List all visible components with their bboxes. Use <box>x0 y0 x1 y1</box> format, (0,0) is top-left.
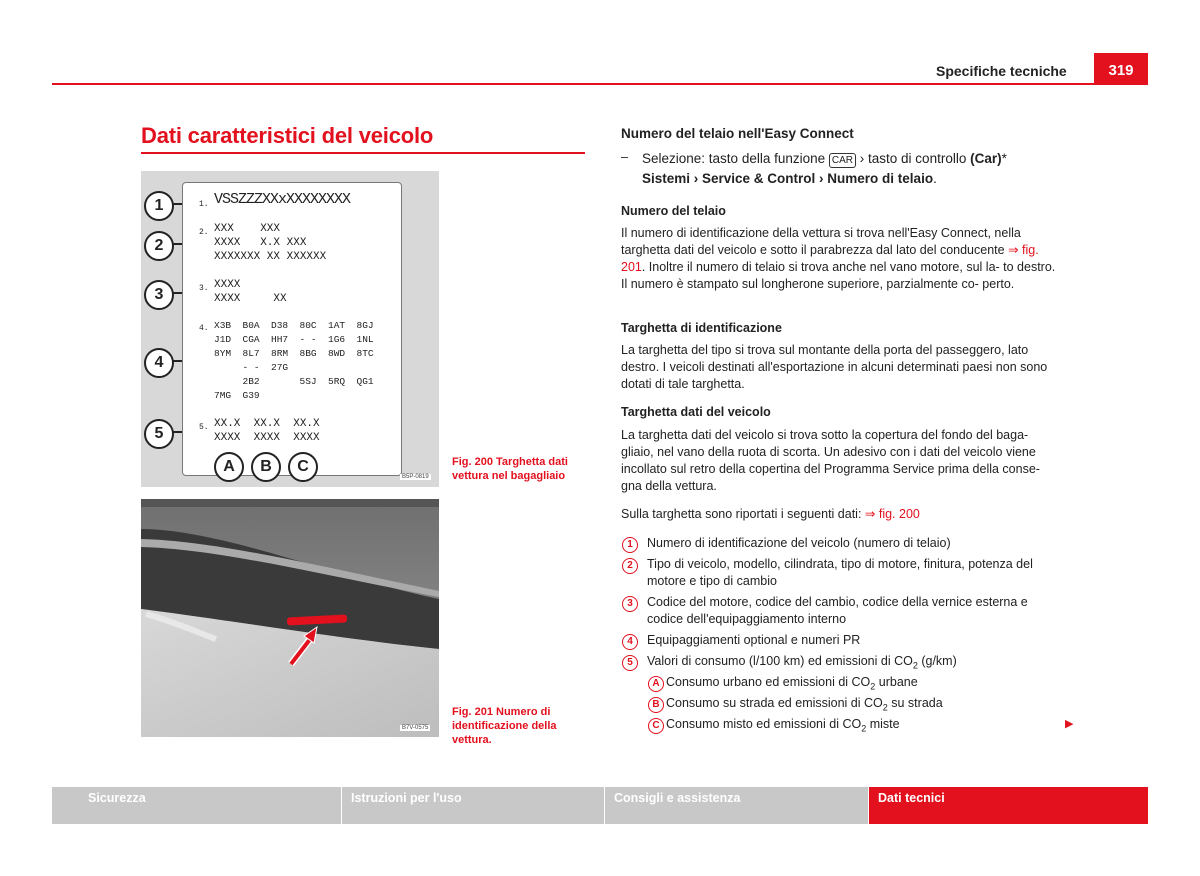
subitem-b-text: Consumo su strada ed emissioni di CO <box>666 696 883 710</box>
paragraph-ident: La targhetta del tipo si trova sul montante della porta del passeggero, lato destro. I veicoli destinati all'esportazione in alcuni determinati paesi non sono dotati di tale targhetta. <box>621 343 1048 391</box>
sub-list-item <box>666 716 1066 738</box>
list-item <box>647 653 1067 675</box>
plate-line-5b: XXXX XXXX XXXX <box>214 432 320 444</box>
plate-line-4d: - - 27G <box>214 362 289 373</box>
link-fig-200[interactable]: ⇒ fig. 200 <box>864 507 920 521</box>
figure-200-caption: Fig. 200 Targhetta dati vettura nel bagagliaio <box>452 456 568 482</box>
item-5-unit: (g/km) <box>917 654 957 668</box>
subitem-c-text: Consumo misto ed emissioni di CO <box>666 717 862 731</box>
selection-text: Selezione: tasto della funzione <box>642 151 826 166</box>
plate-line-3-number: 3. <box>199 284 209 293</box>
item-number: 3 <box>622 596 638 612</box>
tab-consigli[interactable]: Consigli e assistenza <box>605 787 868 824</box>
plate-line-4c: 8YM 8L7 8RM 8BG 8WD 8TC <box>214 348 374 359</box>
item-number: 2 <box>622 558 638 574</box>
figure-200 <box>141 171 439 487</box>
section-title: Specifiche tecniche <box>936 63 1067 79</box>
subitem-c-tail: miste <box>866 717 900 731</box>
plate-line-2a: XXX XXX <box>214 223 281 235</box>
subscript: 2 <box>861 723 867 734</box>
heading-easy-connect: Numero del telaio nell'Easy Connect <box>621 126 854 141</box>
callout-1: 1 <box>144 191 174 221</box>
telaio-text-1: Il numero di identificazione della vettura si trova nell'Easy Connect, nella targhetta dati del veicolo e sotto il parabrezza dal lato del conducente <box>621 226 1021 257</box>
paragraph-dati: La targhetta dati del veicolo si trova sotto la copertura del fondo del baga- gliaio, nel vano della ruota di scorta. Un adesivo con i dati del veicolo viene incollato sul retro della copertina del Programma Service prima della conse- gna della vettura. <box>621 428 1040 493</box>
heading-targhetta-dati: Targhetta dati del veicolo <box>621 405 771 419</box>
callout-2: 2 <box>144 231 174 261</box>
figure-201 <box>141 499 439 737</box>
title-rule <box>141 152 585 154</box>
plate-line-4-number: 4. <box>199 324 209 333</box>
tab-sicurezza[interactable]: Sicurezza <box>52 787 341 824</box>
callout-4: 4 <box>144 348 174 378</box>
paragraph-sulla-targhetta <box>621 506 920 523</box>
page-title: Dati caratteristici del veicolo <box>141 123 434 148</box>
callout-a: A <box>214 452 244 482</box>
subitem-letter: A <box>648 676 664 692</box>
plate-line-3b: XXXX XX <box>214 293 287 305</box>
callout-3: 3 <box>144 280 174 310</box>
callout-c: C <box>288 452 318 482</box>
item-number: 5 <box>622 655 638 671</box>
subitem-letter: B <box>648 697 664 713</box>
plate-line-1-number: 1. <box>199 200 209 209</box>
dash-marker: – <box>621 150 628 164</box>
callout-b: B <box>251 452 281 482</box>
item-5-text: Valori di consumo (l/100 km) ed emissioni di CO <box>647 654 913 668</box>
tab-dati-tecnici[interactable]: Dati tecnici <box>869 787 1148 824</box>
figure-code: B7V-0575 <box>402 725 429 731</box>
plate-line-5-number: 5. <box>199 423 209 432</box>
list-item: Codice del motore, codice del cambio, codice della vernice esterna e codice dell'equipaggiamento interno <box>647 595 1028 626</box>
plate-line-4b: J1D CGA HH7 - - 1G6 1NL <box>214 334 374 345</box>
plate-line-2b: XXXX X.X XXX <box>214 237 307 249</box>
list-item: Numero di identificazione del veicolo (numero di telaio) <box>647 536 951 550</box>
plate-line-4e: 2B2 5SJ 5RQ QG1 <box>214 376 374 387</box>
subitem-a-text: Consumo urbano ed emissioni di CO <box>666 675 871 689</box>
telaio-text-2: . Inoltre il numero di telaio si trova anche nel vano motore, sul la- to destro. Il numero è stampato sul longherone superiore, parzialmente co- perto. <box>621 260 1056 291</box>
sulla-text: Sulla targhetta sono riportati i seguenti dati: <box>621 507 865 521</box>
item-number: 4 <box>622 634 638 650</box>
sub-list-item <box>666 674 1066 696</box>
subscript: 2 <box>870 681 876 692</box>
tab-istruzioni[interactable]: Istruzioni per l'uso <box>342 787 604 824</box>
subitem-a-tail: urbane <box>875 675 918 689</box>
selection-rest: › tasto di controllo <box>856 151 971 166</box>
callout-5: 5 <box>144 419 174 449</box>
paragraph-telaio <box>621 225 1061 293</box>
item-number: 1 <box>622 537 638 553</box>
list-item: Equipaggiamenti optional e numeri PR <box>647 633 861 647</box>
continue-arrow-icon: ▶ <box>1065 718 1074 730</box>
sub-list-item <box>666 695 1066 717</box>
menu-path: Sistemi › Service & Control › Numero di telaio <box>642 171 934 186</box>
subscript: 2 <box>912 660 918 671</box>
page-number: 319 <box>1094 53 1148 85</box>
header-rule <box>52 83 1096 85</box>
subitem-b-tail: su strada <box>887 696 943 710</box>
list-item: Tipo di veicolo, modello, cilindrata, tipo di motore, finitura, potenza del motore e tipo di cambio <box>647 557 1033 588</box>
figure-code: B5P-0819 <box>402 474 429 480</box>
plate-line-1: VSSZZZXXxXXXXXXXX <box>214 191 351 208</box>
plate-line-3a: XXXX <box>214 279 241 291</box>
link-fig-201[interactable]: ⇒ fig. 201 <box>621 243 1039 274</box>
subitem-letter: C <box>648 718 664 734</box>
period: . <box>933 171 937 186</box>
car-key-icon: CAR <box>829 153 856 168</box>
plate-line-4a: X3B B0A D38 80C 1AT 8GJ <box>214 320 374 331</box>
car-button-label: (Car) <box>970 151 1002 166</box>
plate-line-5a: XX.X XX.X XX.X <box>214 418 320 430</box>
plate-line-4f: 7MG G39 <box>214 390 260 401</box>
windshield-illustration <box>141 499 439 737</box>
vehicle-data-plate <box>182 182 402 476</box>
plate-line-2-number: 2. <box>199 228 209 237</box>
figure-201-caption: Fig. 201 Numero di identificazione della vettura. <box>452 706 557 746</box>
optional-star: * <box>1001 151 1007 166</box>
heading-numero-telaio: Numero del telaio <box>621 204 726 218</box>
plate-line-2c: XXXXXXX XX XXXXXX <box>214 251 327 263</box>
subscript: 2 <box>882 702 888 713</box>
heading-targhetta-ident: Targhetta di identificazione <box>621 321 782 335</box>
selection-step <box>642 149 1072 189</box>
